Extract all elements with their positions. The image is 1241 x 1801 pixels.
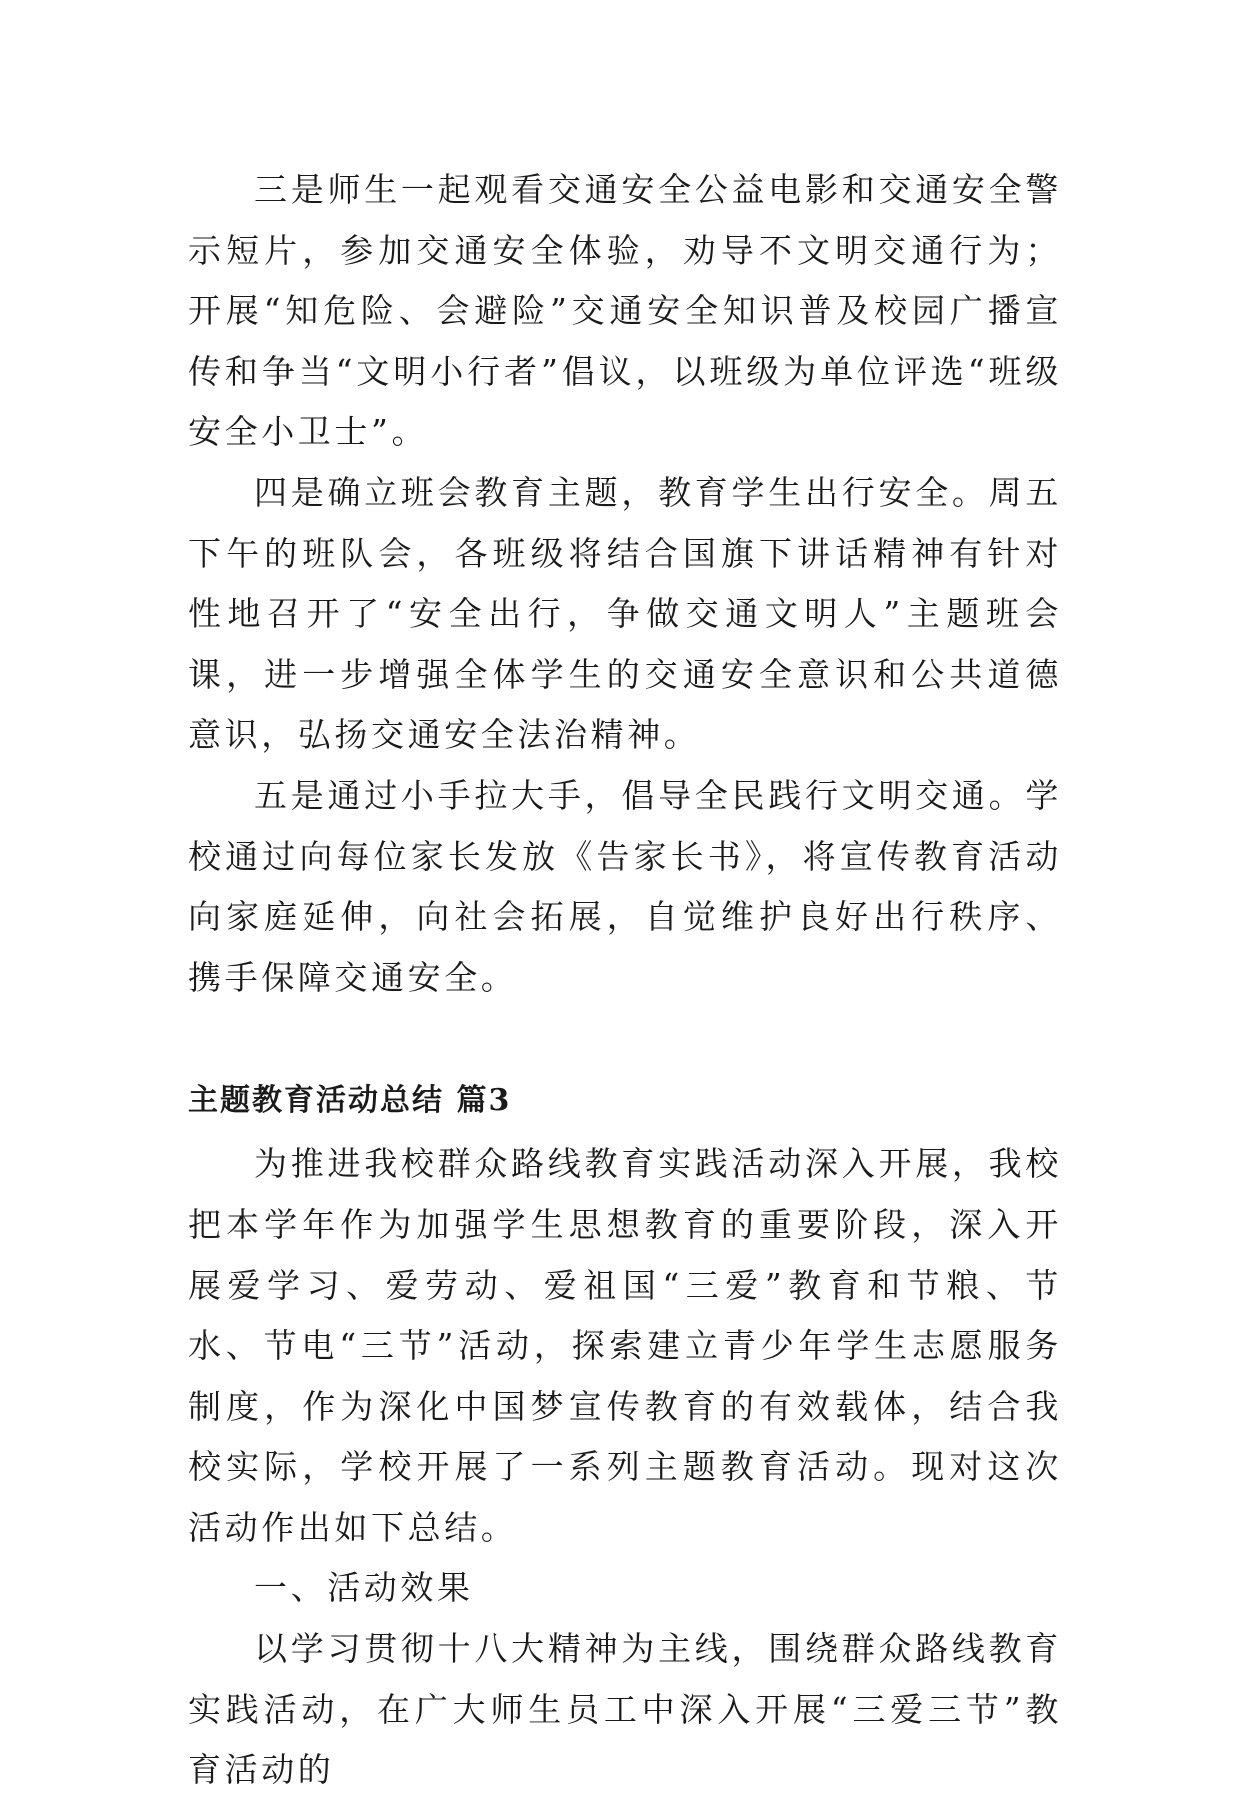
document-body	[188, 160, 1062, 1801]
paragraph-item-5: 五是通过小手拉大手，倡导全民践行文明交通。学校通过向每位家长发放《告家长书》，将宣传教育活动向家庭延伸，向社会拓展，自觉维护良好出行秩序、携手保障交通安全。	[188, 775, 1062, 997]
paragraph-item-4: 四是确立班会教育主题，教育学生出行安全。周五下午的班队会，各班级将结合国旗下讲话精神有针对性地召开了“安全出行，争做交通文明人”主题班会课，进一步增强全体学生的交通安全意识和公共道德意识，弘扬交通安全法治精神。	[188, 472, 1062, 755]
section-heading: 主题教育活动总结 篇3	[188, 1083, 512, 1119]
section-spacer	[188, 1008, 1062, 1072]
section-intro-paragraph: 为推进我校群众路线教育实践活动深入开展，我校把本学年作为加强学生思想教育的重要阶段，深入开展爱学习、爱劳动、爱祖国“三爱”教育和节粮、节水、节电“三节”活动，探索建立青少年学生志愿服务制度，作为深化中国梦宣传教育的有效载体，结合我校实际，学校开展了一系列主题教育活动。现对这次活动作出如下总结。	[188, 1144, 1062, 1547]
section-body-paragraph: 以学习贯彻十八大精神为主线，围绕群众路线教育实践活动，在广大师生员工中深入开展“三爱三节”教育活动的	[188, 1629, 1062, 1790]
subsection-heading: 一、活动效果	[254, 1568, 474, 1608]
paragraph-item-3: 三是师生一起观看交通安全公益电影和交通安全警示短片，参加交通安全体验，劝导不文明交通行为；开展“知危险、会避险”交通安全知识普及校园广播宣传和争当“文明小行者”倡议，以班级为单位评选“班级安全小卫士”。	[188, 170, 1062, 452]
